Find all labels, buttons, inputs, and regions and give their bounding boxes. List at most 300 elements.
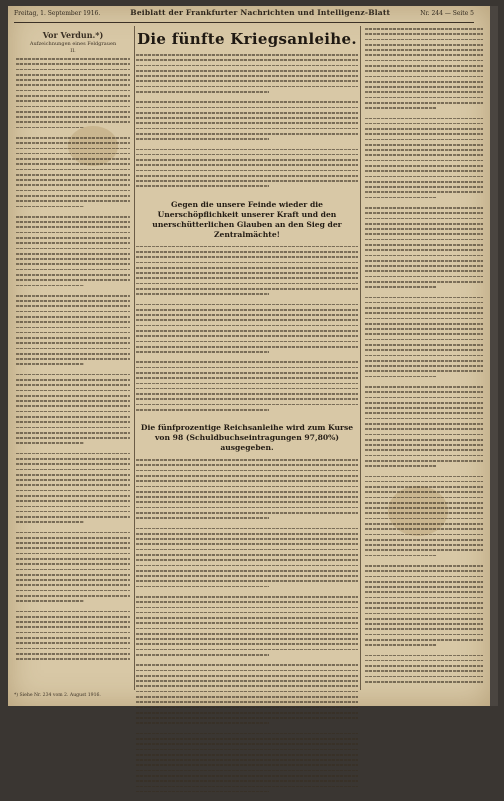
text-line [365,360,483,362]
text-line [365,518,483,520]
text-line [136,267,358,269]
text-line [136,501,358,503]
text-line [136,633,358,635]
text-line [365,281,483,283]
text-line [365,176,483,178]
text-line [365,49,483,51]
text-line [365,60,483,62]
text-line [365,244,483,246]
text-line [16,95,130,97]
text-line [136,680,358,682]
text-line [16,253,130,255]
text-line [136,538,358,540]
text-line [16,106,130,108]
text-line [365,355,483,357]
text-line [16,553,130,555]
text-line [16,542,130,544]
text-line [365,255,483,257]
text-line [136,770,358,772]
text-line [136,559,358,561]
column-rule [134,26,135,690]
text-line [16,169,130,171]
text-line [365,228,483,230]
text-line [16,384,130,386]
text-line [136,388,358,390]
text-line [16,263,130,265]
text-line [16,174,130,176]
text-line [16,632,130,634]
text-line [16,432,130,434]
text-line [136,112,358,114]
text-line [365,218,483,220]
text-line [136,517,269,519]
left-article-body [16,58,130,660]
text-line [136,685,358,687]
text-line [136,617,358,619]
text-line [136,59,358,61]
text-line [136,707,358,709]
text-line [16,195,130,197]
text-line [16,258,130,260]
text-line [365,460,483,462]
text-line [136,780,358,782]
text-line [136,759,358,761]
text-line [16,595,130,597]
text-line [16,648,130,650]
text-line [365,665,483,667]
text-line [136,675,358,677]
text-line [136,128,358,130]
text-line [365,81,483,83]
text-line [16,479,130,481]
text-line [365,507,483,509]
text-line [136,664,358,666]
text-line [136,791,269,793]
text-line [136,75,358,77]
text-line [16,316,130,318]
text-line [365,481,483,483]
text-line [365,586,483,588]
text-line [365,318,483,320]
text-line [16,69,130,71]
text-line [16,90,130,92]
text-line [136,543,358,545]
text-line [365,270,483,272]
text-line [365,602,483,604]
text-line [136,638,358,640]
text-line [136,712,358,714]
text-line [136,346,358,348]
text-line [365,676,483,678]
text-line [365,444,483,446]
text-line [16,237,130,239]
text-line [16,232,130,234]
text-line [365,365,483,367]
text-line [16,537,130,539]
text-line [365,286,436,288]
text-line [16,63,130,65]
text-line [365,544,483,546]
text-line [136,86,358,88]
text-line [365,102,483,104]
text-line [16,653,130,655]
header-issue: Nr. 244 — Seite 5 [420,10,474,17]
text-line [136,117,358,119]
text-line [136,507,358,509]
text-line [16,637,130,639]
text-line [136,459,358,461]
paragraph-gap [136,796,358,801]
left-article-number: II. [70,48,76,54]
text-line [365,628,483,630]
main-article-headline-1: Gegen die unsere Feinde wieder die Unerschöpflichkeit unserer Kraft und den unerschütterlichen Glauben an den Sieg der Zentralmächte! [152,199,342,239]
text-line [16,626,130,628]
text-line [16,521,84,523]
text-line [136,122,358,124]
text-line [365,33,483,35]
text-line [136,628,358,630]
text-line [365,191,483,193]
text-line [136,65,358,67]
text-line [16,642,130,644]
text-line [16,248,130,250]
text-line [16,405,130,407]
text-line [365,149,483,151]
text-line [136,319,358,321]
text-line [136,256,358,258]
text-line [136,575,358,577]
text-line [16,148,130,150]
text-line [365,549,483,551]
text-line [365,476,483,478]
text-line [136,159,358,161]
text-line [136,335,358,337]
text-line [365,618,483,620]
text-line [365,465,436,467]
text-line [136,361,358,363]
text-line [365,249,483,251]
text-line [136,351,269,353]
text-line [136,175,358,177]
text-line [365,123,483,125]
text-line [136,738,358,740]
text-line [136,480,358,482]
text-line [16,321,130,323]
text-line [16,506,130,508]
text-line [16,600,84,602]
text-line [16,153,130,155]
text-line [16,574,130,576]
text-line [16,327,130,329]
text-line [16,279,130,281]
text-line [136,654,269,656]
text-line [365,265,483,267]
text-line [16,74,130,76]
text-line [365,297,483,299]
text-line [16,616,130,618]
text-line [16,221,130,223]
text-line [365,333,483,335]
text-line [365,386,483,388]
main-article-headline-2: Die fünfprozentige Reichsanleihe wird zum Kurse von 98 (Schuldbuchseintragungen 97,80%) ausgegeben. [140,423,354,453]
text-line [136,717,358,719]
text-line [16,353,130,355]
main-article-title: Die fünfte Kriegsanleihe. [137,30,357,48]
text-line [365,534,483,536]
text-line [136,549,358,551]
text-line [136,246,358,248]
column-rule [360,26,361,690]
text-line [136,643,358,645]
text-line [16,374,130,376]
text-line [16,511,130,513]
text-line [16,484,130,486]
text-line [16,563,130,565]
text-line [16,269,130,271]
text-line [365,455,483,457]
paragraph-gap [136,191,358,196]
text-line [365,555,436,557]
text-line [136,383,358,385]
text-line [16,558,130,560]
text-line [365,139,483,141]
text-line [136,696,358,698]
main-article-body-2 [136,459,358,801]
header-title: Beiblatt der Frankfurter Nachrichten und Intelligenz-Blatt [130,8,391,17]
text-line [365,607,483,609]
text-line [365,418,483,420]
text-line [136,404,358,406]
text-line [136,367,358,369]
text-line [365,644,436,646]
text-line [365,107,436,109]
text-line [136,786,358,788]
text-line [136,372,358,374]
text-line [136,70,358,72]
text-line [136,54,358,56]
text-line [365,28,483,30]
text-line [365,165,483,167]
text-line [365,565,483,567]
text-line [136,554,358,556]
text-line [16,142,130,144]
text-line [16,658,130,660]
text-line [365,207,483,209]
text-line [16,427,130,429]
text-line [365,70,483,72]
text-line [365,486,483,488]
text-line [16,611,130,613]
text-line [16,100,130,102]
text-line [136,475,358,477]
text-line [136,180,358,182]
text-line [16,58,130,60]
text-line [16,337,130,339]
text-line [365,260,483,262]
text-line [365,65,483,67]
text-line [16,584,130,586]
text-line [16,84,130,86]
text-line [365,307,483,309]
text-line [365,239,483,241]
text-line [16,516,130,518]
text-line [136,283,358,285]
left-article-subtitle: Aufzeichnungen eines Feldgrauen [29,41,117,47]
paragraph-gap [136,414,358,419]
text-line [16,453,130,455]
text-line [16,300,130,302]
text-line [136,570,358,572]
text-line [16,547,130,549]
text-line [136,580,358,582]
text-line [136,754,358,756]
text-line [16,79,130,81]
text-line [136,341,358,343]
text-line [365,660,483,662]
text-line [16,400,130,402]
text-line [136,304,358,306]
text-line [136,470,358,472]
text-line [365,323,483,325]
text-line [136,586,269,588]
text-line [136,464,358,466]
text-line [365,634,483,636]
text-line [16,463,130,465]
main-article-intro [136,54,358,196]
text-line [16,495,130,497]
text-line [365,655,483,657]
text-line [365,144,483,146]
text-line [365,118,483,120]
text-line [136,170,358,172]
text-line [16,363,84,365]
header-date: Freitag, 1. September 1916. [14,10,101,17]
text-line [16,395,130,397]
text-line [136,101,358,103]
text-line [365,223,483,225]
page-edge [490,6,498,706]
main-article-body-1 [136,246,358,419]
text-line [136,749,358,751]
text-line [16,200,130,202]
text-line [365,402,483,404]
text-line [136,565,358,567]
text-line [365,576,483,578]
text-line [365,581,483,583]
text-line [365,154,483,156]
text-line [16,242,130,244]
text-line [136,262,358,264]
text-line [16,411,130,413]
text-line [16,158,130,160]
text-line [16,590,130,592]
text-line [16,121,130,123]
text-line [16,348,130,350]
text-line [365,302,483,304]
text-line [136,722,269,724]
text-line [365,512,483,514]
text-line [136,314,358,316]
text-line [16,305,130,307]
text-line [365,233,483,235]
text-line [136,764,358,766]
text-line [365,328,483,330]
text-line [365,344,483,346]
text-line [365,97,483,99]
text-line [365,54,483,56]
text-line [136,533,358,535]
text-line [16,358,130,360]
text-line [365,439,483,441]
text-line [136,409,269,411]
text-line [136,512,358,514]
text-line [365,597,483,599]
text-line [136,612,358,614]
text-line [365,160,483,162]
text-line [16,295,130,297]
text-line [16,490,130,492]
text-line [16,416,130,418]
text-line [16,332,130,334]
text-line [365,349,483,351]
text-line [136,733,358,735]
text-line [16,458,130,460]
text-line [16,474,130,476]
text-line [136,486,358,488]
text-line [365,623,483,625]
text-line [16,179,130,181]
text-line [136,80,358,82]
text-line [365,170,483,172]
text-line [136,596,358,598]
text-line [16,285,84,287]
text-line [365,39,483,41]
text-line [365,528,483,530]
text-line [365,397,483,399]
text-line [16,274,130,276]
text-line [16,137,130,139]
text-line [365,497,483,499]
text-line [365,491,483,493]
text-line [16,579,130,581]
text-line [365,276,483,278]
text-line [365,76,483,78]
text-line [16,184,130,186]
center-column [136,28,358,801]
text-line [365,570,483,572]
text-line [365,128,483,130]
left-article-title: Vor Verdun.*) [42,30,104,40]
text-line [365,591,483,593]
text-line [16,379,130,381]
text-line [16,127,84,129]
text-line [136,528,358,530]
text-line [365,186,483,188]
text-line [16,190,130,192]
text-line [16,621,130,623]
text-line [365,212,483,214]
text-line [136,670,358,672]
text-line [16,532,130,534]
text-line [136,491,358,493]
text-line [365,376,436,378]
text-line [136,138,269,140]
text-line [136,743,358,745]
text-line [365,428,483,430]
text-line [16,206,84,208]
text-line [365,407,483,409]
text-line [365,670,483,672]
